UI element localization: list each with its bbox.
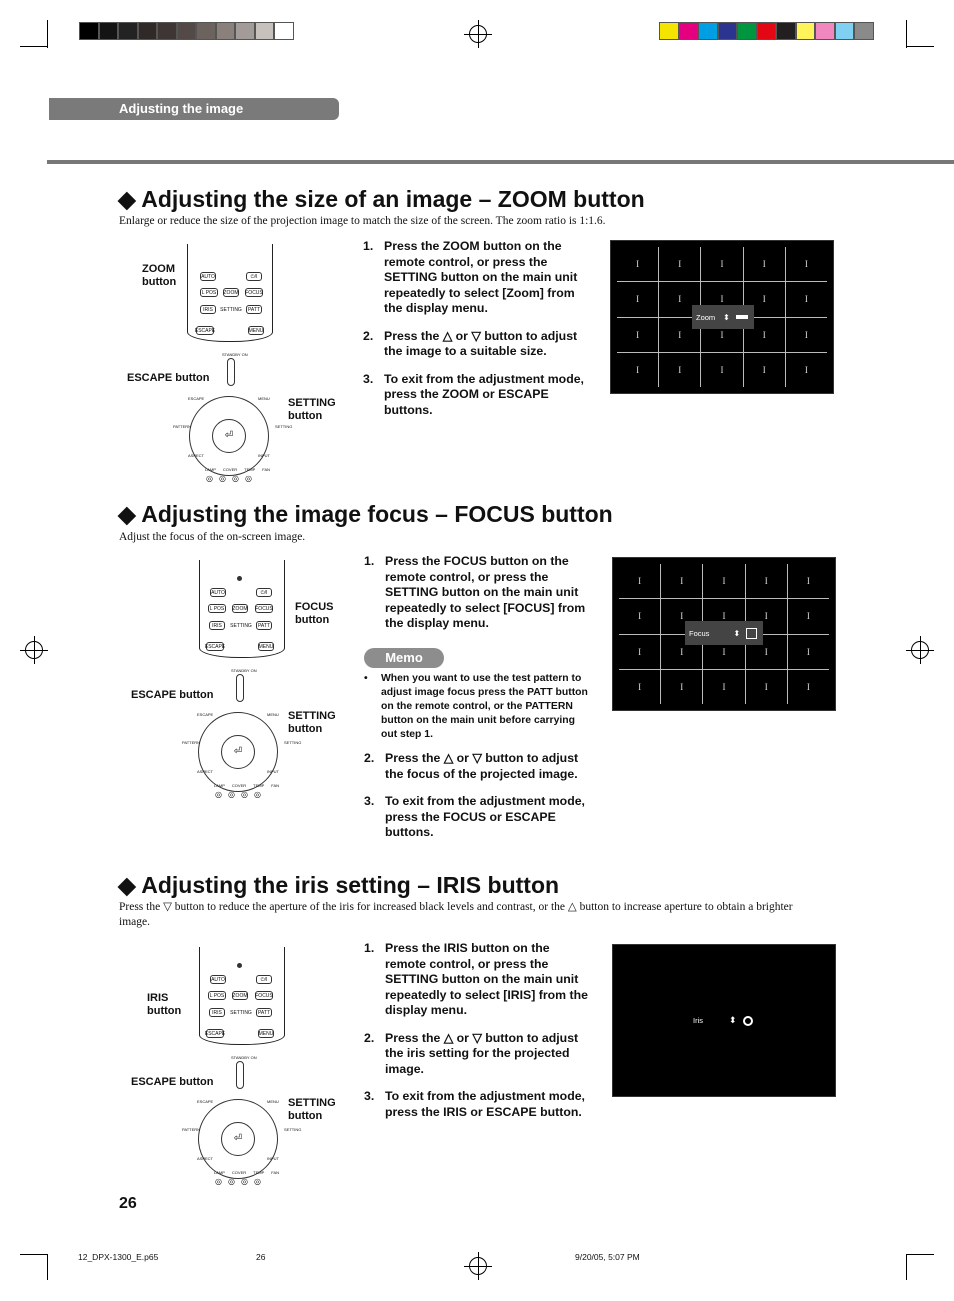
grid-cell: I bbox=[786, 353, 827, 387]
calibration-swatch bbox=[235, 22, 255, 40]
panel-menu-label: MENU bbox=[267, 712, 279, 717]
step-item: 1. Press the IRIS button on the remote control, or press the SETTING button on the main unit repeatedly to select [IRIS] from the display menu. bbox=[364, 941, 588, 1017]
step-item: 2. Press the △ or ▽ button to adjust the focus of the projected image. bbox=[364, 751, 579, 781]
calibration-swatch bbox=[835, 22, 855, 40]
panel-pattern-label: PATTERN bbox=[173, 424, 192, 429]
escape-button: ESCAPE bbox=[194, 327, 216, 334]
grid-cell: I bbox=[786, 247, 827, 281]
grid-cell: I bbox=[619, 670, 660, 704]
calibration-swatch bbox=[757, 22, 777, 40]
panel-input-label: INPUT bbox=[258, 453, 270, 458]
auto-button: AUTO bbox=[211, 589, 225, 596]
zoom-osd: Zoom ⬍ bbox=[692, 305, 754, 329]
panel-menu-label: MENU bbox=[258, 396, 270, 401]
panel-input-label: INPUT bbox=[267, 769, 279, 774]
lpos-button: L POS bbox=[209, 605, 225, 612]
calibration-swatch bbox=[815, 22, 835, 40]
menu-button: MENU bbox=[248, 327, 264, 334]
enter-icon: ⏎ bbox=[221, 1122, 255, 1156]
zoom-screen-illustration bbox=[610, 240, 834, 394]
calibration-swatch bbox=[776, 22, 796, 40]
indicator-labels: LAMP COVER TEMP FAN bbox=[205, 467, 271, 472]
iris-button: IRIS bbox=[209, 621, 225, 630]
setting-button-callout: SETTING button bbox=[288, 710, 336, 735]
setting-button-callout: SETTING button bbox=[288, 1097, 336, 1122]
grid-cell: I bbox=[659, 247, 700, 281]
standby-button bbox=[227, 358, 235, 386]
focus-button-callout: FOCUS button bbox=[295, 601, 334, 626]
crop-mark bbox=[20, 1254, 48, 1255]
grid-cell: I bbox=[661, 599, 702, 633]
iris-steps bbox=[364, 941, 589, 1132]
patt-button: PATT bbox=[257, 1009, 271, 1016]
setting-button-callout: SETTING button bbox=[288, 397, 336, 422]
crop-mark bbox=[906, 20, 907, 48]
iris-section-title: ◆ Adjusting the iris setting – IRIS button bbox=[118, 872, 560, 898]
lpos-button: L POS bbox=[201, 289, 217, 296]
calibration-swatch bbox=[679, 22, 699, 40]
grid-cell: I bbox=[788, 599, 829, 633]
calibration-swatch bbox=[796, 22, 816, 40]
grid-cell: I bbox=[617, 282, 658, 316]
escape-button: ESCAPE bbox=[204, 1030, 226, 1037]
focus-button: FOCUS bbox=[245, 289, 263, 296]
focus-section-title: ◆ Adjusting the image focus – FOCUS button bbox=[118, 501, 613, 527]
main-unit-panel-illustration bbox=[181, 1055, 302, 1186]
grid-cell: I bbox=[746, 564, 787, 598]
indicator-lamps-icon: ◎◎◎◎ bbox=[206, 474, 258, 483]
setting-label: SETTING bbox=[230, 622, 252, 629]
panel-menu-label: MENU bbox=[267, 1099, 279, 1104]
escape-button: ESCAPE bbox=[204, 643, 226, 650]
calibration-swatch bbox=[196, 22, 216, 40]
step-item: 3. To exit from the adjustment mode, press the IRIS or ESCAPE button. bbox=[364, 1089, 585, 1119]
grid-cell: I bbox=[619, 599, 660, 633]
zoom-button-callout: ZOOM button bbox=[142, 263, 177, 288]
registration-mark-icon bbox=[25, 641, 43, 659]
crop-mark bbox=[47, 1254, 48, 1280]
grid-cell: I bbox=[661, 670, 702, 704]
focus-button: FOCUS bbox=[255, 992, 273, 999]
step-item: 3. To exit from the adjustment mode, press the ZOOM or ESCAPE buttons. bbox=[363, 371, 584, 417]
grid-cell: I bbox=[617, 247, 658, 281]
iris-button: IRIS bbox=[209, 1008, 225, 1017]
grid-cell: I bbox=[659, 282, 700, 316]
panel-setting-label: SETTING bbox=[275, 424, 293, 429]
footer-filename: 12_DPX-1300_E.p65 bbox=[78, 1252, 159, 1262]
calibration-swatch bbox=[737, 22, 757, 40]
crop-mark bbox=[906, 46, 934, 47]
section-tab: Adjusting the image bbox=[49, 98, 339, 120]
focus-osd: Focus ⬍ bbox=[685, 621, 763, 645]
patt-button: PATT bbox=[247, 306, 261, 313]
grid-cell: I bbox=[788, 564, 829, 598]
iris-intro: Press the ▽ button to reduce the aperture of the iris for increased black levels and contrast, or the △ button to increase aperture to obtain a brighter image. bbox=[119, 901, 793, 928]
panel-aspect-label: ASPECT bbox=[197, 1156, 214, 1161]
registration-mark-icon bbox=[911, 641, 929, 659]
iris-screen-illustration bbox=[612, 944, 836, 1097]
calibration-swatch bbox=[118, 22, 138, 40]
remote-control-illustration bbox=[199, 560, 285, 658]
panel-pattern-label: PATTERN bbox=[182, 740, 201, 745]
grid-cell: I bbox=[703, 564, 744, 598]
crop-mark bbox=[906, 1254, 907, 1280]
grid-cell: I bbox=[661, 564, 702, 598]
grid-cell: I bbox=[701, 247, 742, 281]
indicator-labels: LAMP COVER TEMP FAN bbox=[214, 783, 280, 788]
calibration-swatch bbox=[659, 22, 679, 40]
remote-led-icon bbox=[237, 963, 242, 968]
step-item: 1. Press the FOCUS button on the remote control, or press the SETTING button on the main unit repeatedly to select [FOCUS] from the display menu. bbox=[364, 554, 586, 630]
zoom-button: ZOOM bbox=[232, 605, 248, 612]
grid-cell: I bbox=[619, 564, 660, 598]
grid-cell: I bbox=[744, 318, 785, 352]
grid-cell: I bbox=[617, 353, 658, 387]
focus-steps-part2 bbox=[364, 751, 589, 853]
grid-cell: I bbox=[701, 353, 742, 387]
auto-button: AUTO bbox=[211, 976, 225, 983]
power-button: ⏻/I bbox=[246, 272, 262, 281]
patt-button: PATT bbox=[257, 622, 271, 629]
calibration-swatch bbox=[274, 22, 294, 40]
focus-steps-part1 bbox=[364, 554, 589, 644]
step-item: 1. Press the ZOOM button on the remote control, or press the SETTING button on the main unit repeatedly to select [Zoom] from the display menu. bbox=[363, 239, 578, 315]
indicator-labels: LAMP COVER TEMP FAN bbox=[214, 1170, 280, 1175]
memo-text: • When you want to use the test pattern to adjust image focus press the PATT button on the remote control, or the PATTERN button on the main unit before carrying out step 1. bbox=[364, 673, 588, 740]
grid-cell: I bbox=[746, 670, 787, 704]
zoom-steps bbox=[363, 239, 585, 430]
iris-button-callout: IRIS button bbox=[147, 992, 182, 1017]
grid-cell: I bbox=[744, 282, 785, 316]
main-unit-panel-illustration bbox=[181, 668, 302, 799]
calibration-swatch bbox=[854, 22, 874, 40]
setting-label: SETTING bbox=[230, 1009, 252, 1016]
grid-cell: I bbox=[659, 318, 700, 352]
calibration-swatch bbox=[255, 22, 275, 40]
grid-cell: I bbox=[744, 353, 785, 387]
gray-calibration-bar bbox=[79, 22, 294, 40]
grid-cell: I bbox=[788, 635, 829, 669]
enter-icon: ⏎ bbox=[221, 735, 255, 769]
grid-cell: I bbox=[786, 318, 827, 352]
page-number: 26 bbox=[119, 1195, 137, 1212]
grid-cell: I bbox=[703, 635, 744, 669]
standby-button bbox=[236, 674, 244, 702]
grid-cell: I bbox=[746, 599, 787, 633]
grid-cell: I bbox=[617, 318, 658, 352]
calibration-swatch bbox=[99, 22, 119, 40]
grid-cell: I bbox=[701, 318, 742, 352]
panel-aspect-label: ASPECT bbox=[197, 769, 214, 774]
zoom-button: ZOOM bbox=[232, 992, 248, 999]
menu-button: MENU bbox=[258, 1030, 274, 1037]
zoom-button: ZOOM bbox=[223, 289, 239, 296]
crop-mark bbox=[20, 46, 48, 47]
panel-escape-label: ESCAPE bbox=[188, 396, 205, 401]
calibration-swatch bbox=[79, 22, 99, 40]
focus-intro: Adjust the focus of the on-screen image. bbox=[119, 531, 306, 543]
panel-escape-label: ESCAPE bbox=[197, 1099, 214, 1104]
grid-cell: I bbox=[703, 599, 744, 633]
panel-setting-label: SETTING bbox=[284, 740, 302, 745]
registration-mark-icon bbox=[469, 25, 487, 43]
crop-mark bbox=[906, 1254, 934, 1255]
standby-label: STANDBY ON bbox=[231, 668, 257, 673]
calibration-swatch bbox=[698, 22, 718, 40]
step-item: 2. Press the △ or ▽ button to adjust the iris setting for the projected image. bbox=[364, 1030, 579, 1076]
grid-cell: I bbox=[703, 670, 744, 704]
calibration-swatch bbox=[718, 22, 738, 40]
grid-cell: I bbox=[619, 635, 660, 669]
panel-pattern-label: PATTERN bbox=[182, 1127, 201, 1132]
standby-button bbox=[236, 1061, 244, 1089]
calibration-swatch bbox=[157, 22, 177, 40]
calibration-swatch bbox=[138, 22, 158, 40]
step-item: 3. To exit from the adjustment mode, press the FOCUS or ESCAPE buttons. bbox=[364, 794, 585, 839]
grid-cell: I bbox=[788, 670, 829, 704]
grid-cell: I bbox=[661, 635, 702, 669]
indicator-lamps-icon: ◎◎◎◎ bbox=[215, 1177, 267, 1186]
panel-input-label: INPUT bbox=[267, 1156, 279, 1161]
auto-button: AUTO bbox=[201, 273, 215, 280]
lpos-button: L POS bbox=[209, 992, 225, 999]
grid-cell: I bbox=[786, 282, 827, 316]
remote-control-illustration bbox=[187, 244, 273, 342]
zoom-intro: Enlarge or reduce the size of the projection image to match the size of the screen. The zoom ratio is 1:1.6. bbox=[119, 215, 606, 227]
panel-setting-label: SETTING bbox=[284, 1127, 302, 1132]
remote-control-illustration bbox=[199, 947, 285, 1045]
footer-page: 26 bbox=[256, 1252, 266, 1262]
iris-osd: Iris ⬍ bbox=[693, 1015, 753, 1026]
standby-label: STANDBY ON bbox=[222, 352, 248, 357]
footer-date: 9/20/05, 5:07 PM bbox=[575, 1252, 640, 1262]
standby-label: STANDBY ON bbox=[231, 1055, 257, 1060]
registration-mark-icon bbox=[469, 1257, 487, 1275]
power-button: ⏻/I bbox=[256, 975, 272, 984]
focus-screen-illustration bbox=[612, 557, 836, 711]
panel-aspect-label: ASPECT bbox=[188, 453, 205, 458]
grid-cell: I bbox=[659, 353, 700, 387]
color-calibration-bar bbox=[659, 22, 874, 40]
header-rule bbox=[47, 160, 954, 164]
crop-mark bbox=[47, 20, 48, 48]
grid-cell: I bbox=[701, 282, 742, 316]
focus-button: FOCUS bbox=[255, 605, 273, 612]
escape-button-callout: ESCAPE button bbox=[131, 1076, 214, 1088]
calibration-swatch bbox=[216, 22, 236, 40]
zoom-section-title: ◆ Adjusting the size of an image – ZOOM button bbox=[118, 186, 645, 212]
remote-led-icon bbox=[237, 576, 242, 581]
escape-button-callout: ESCAPE button bbox=[127, 372, 210, 384]
setting-label: SETTING bbox=[220, 306, 242, 313]
grid-cell: I bbox=[746, 635, 787, 669]
menu-button: MENU bbox=[258, 643, 274, 650]
memo-badge: Memo bbox=[364, 648, 444, 668]
indicator-lamps-icon: ◎◎◎◎ bbox=[215, 790, 267, 799]
panel-escape-label: ESCAPE bbox=[197, 712, 214, 717]
iris-button: IRIS bbox=[200, 305, 216, 314]
grid-cell: I bbox=[744, 247, 785, 281]
calibration-swatch bbox=[177, 22, 197, 40]
enter-icon: ⏎ bbox=[212, 419, 246, 453]
escape-button-callout: ESCAPE button bbox=[131, 689, 214, 701]
step-item: 2. Press the △ or ▽ button to adjust the image to a suitable size. bbox=[363, 328, 578, 358]
power-button: ⏻/I bbox=[256, 588, 272, 597]
